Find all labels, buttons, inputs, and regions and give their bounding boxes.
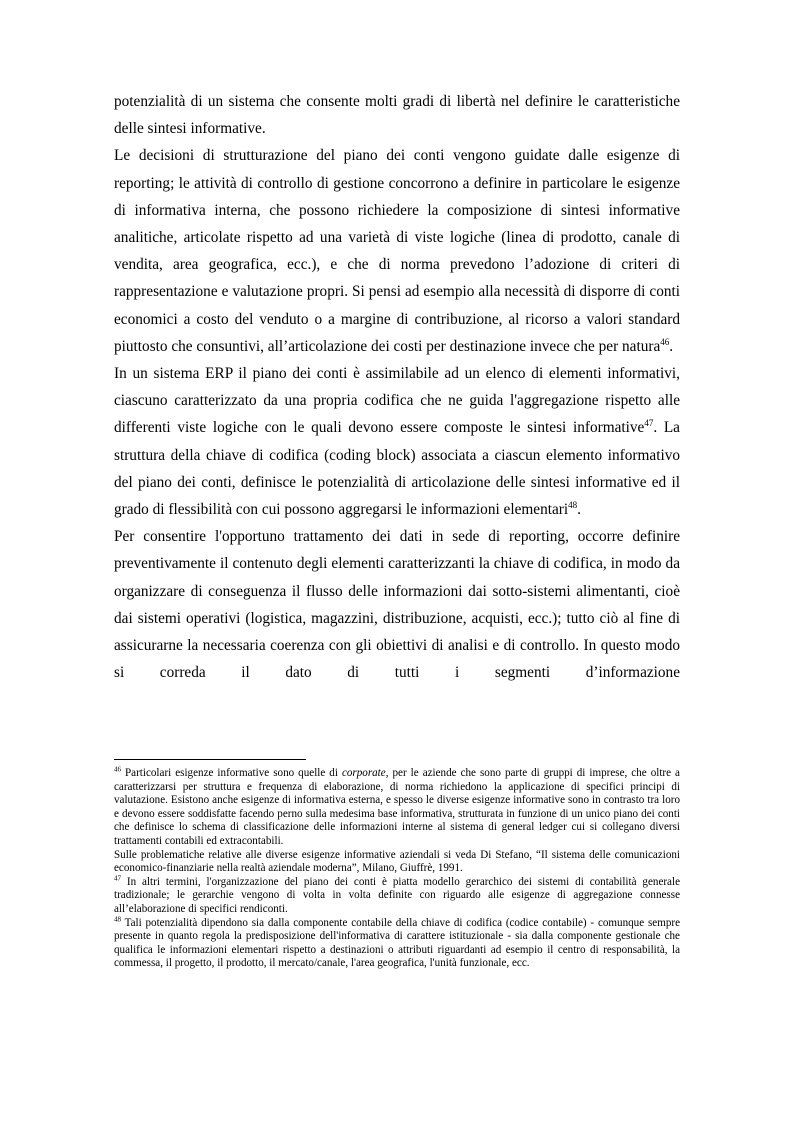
paragraph-3-text-a: In un sistema ERP il piano dei conti è assimilabile ad un elenco di elementi informativi, ciascuno caratterizzato da una propria codifica che ne guida l'aggregazione rispetto alle differenti viste logiche con le quali devono essere composte le sintesi informative (114, 365, 680, 437)
paragraph-2 (114, 142, 680, 360)
footnote-separator (114, 759, 306, 760)
footnote-46-emphasis: corporate (341, 767, 386, 779)
paragraph-1 (114, 88, 680, 142)
footnote-47 (114, 876, 680, 917)
footnote-ref-46: 46 (660, 336, 670, 347)
body-text (114, 88, 680, 686)
footnote-48-number: 48 (114, 914, 121, 923)
footnote-46-continued (114, 849, 680, 876)
footnote-48 (114, 914, 680, 971)
footnote-47-number: 47 (114, 874, 121, 883)
footnote-ref-48: 48 (568, 499, 578, 510)
paragraph-3-end: . (577, 501, 581, 519)
paragraph-2-end: . (669, 337, 674, 355)
footnote-46-number: 46 (114, 765, 121, 774)
paragraph-3 (114, 360, 680, 523)
paragraph-1-text: potenzialità di un sistema che consente molti gradi di libertà nel definire le caratteristiche delle sintesi informative. (114, 93, 680, 138)
footnote-46 (114, 767, 680, 849)
paragraph-2-text: Le decisioni di strutturazione del piano dei conti vengono guidate dalle esigenze di reporting; le attività di controllo di gestione concorrono a definire in particolare le esigenze di informativa interna, che possono richiedere la composizione di sintesi informative analitiche, articolate rispetto ad una varietà di viste logiche (linea di prodotto, canale di vendita, area geografica, ecc.), e che di norma prevedono l’adozione di criteri di rappresentazione e valutazione propri. Si pensi ad esempio alla necessità di disporre di conti economici a costo del venduto o a margine di contribuzione, al ricorso a valori standard piuttosto che consuntivi, all’articolazione dei costi per destinazione invece che per natura (114, 147, 680, 355)
paragraph-3-text-b: . La struttura della chiave di codifica (coding block) associata a ciascun elemento informativo del piano dei conti, definisce le potenzialità di articolazione delle sintesi informative ed il grado di flessibilità con cui possono aggregarsi le informazioni elementari (114, 419, 680, 519)
footnote-47-text: In altri termini, l'organizzazione del piano dei conti è piatta modello gerarchico dei sistemi di contabilità generale tradizionale; le gerarchie vengono di volta in volta definite con riguardo alle esigenze di aggregazione connesse all’elaborazione di specifici rendiconti. (114, 875, 680, 915)
paragraph-4-text: Per consentire l'opportuno trattamento dei dati in sede di reporting, occorre definire preventivamente il contenuto degli elementi caratterizzanti la chiave di codifica, in modo da organizzare di conseguenza il flusso delle informazioni dai sotto-sistemi alimentanti, cioè dai sistemi operativi (logistica, magazzini, distribuzione, acquisti, ecc.); tutto ciò al fine di assicurarne la necessaria coerenza con gli obiettivi di analisi e di controllo. In questo modo si correda il dato di tutti i segmenti d’informazione (114, 528, 680, 682)
footnote-46-text-a: Particolari esigenze informative sono quelle di (121, 767, 342, 779)
footnote-ref-47: 47 (644, 418, 654, 429)
footnote-48-text: Tali potenzialità dipendono sia dalla componente contabile della chiave di codifica (codice contabile) - comunque sempre presente in quanto regola la predisposizione dell'informativa di carattere istituzionale - sia dalla componente gestionale che qualifica le informazioni elementari rispetto a destinazioni o attributi riguardanti ad esempio il centro di responsabilità, la commessa, il progetto, il prodotto, il mercato/canale, l'area geografica, l'unità funzionale, ecc. (114, 916, 680, 970)
footnote-46-text-c: Sulle problematiche relative alle diverse esigenze informative aziendali si veda Di Stefano, “Il sistema delle comunicazioni economico-finanziarie nella realtà aziendale moderna”, Milano, Giuffrè, 1991. (114, 848, 680, 875)
footnote-46-text-b: , per le aziende che sono parte di gruppi di imprese, che oltre a caratterizzarsi per struttura e frequenza di elaborazione, di norma richiedono la applicazione di specifici principi di valutazione. Esistono anche esigenze di informativa esterna, e spesso le diverse esigenze informative sono in contrasto tra loro e devono essere soddisfatte facendo perno sulla medesima base informativa, strutturata in funzione di un unico piano dei conti che definisce lo schema di classificazione delle informazioni interne al sistema di general ledger cui si collegano diversi trattamenti contabili ed extracontabili. (114, 767, 680, 847)
footnotes (114, 767, 680, 971)
paragraph-4 (114, 523, 680, 686)
